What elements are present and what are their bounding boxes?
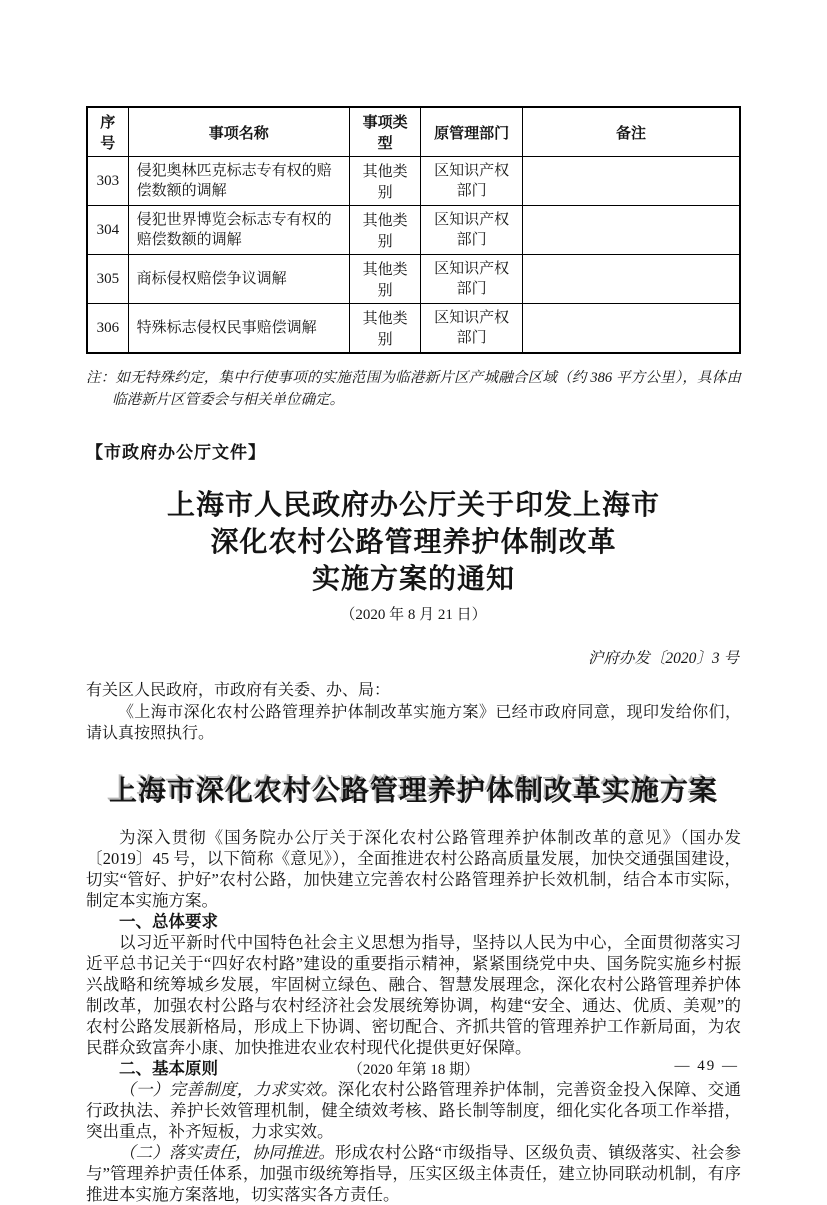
principle-item-1-body: 深化农村公路管理养护体制，完善资金投入保障、交通行政执法、养护长效管理机制，健全绩效考核、路长制等制度，细化实化各项工作举措，突出重点，补齐短板，力求实效。 bbox=[86, 1079, 742, 1141]
document-number: 沪府办发〔2020〕3 号 bbox=[587, 649, 739, 667]
issue-label: （2020 年第 18 期） bbox=[347, 1062, 480, 1078]
plan-heading: 上海市深化农村公路管理养护体制改革实施方案 bbox=[108, 775, 718, 807]
cell-no: 305 bbox=[87, 255, 128, 304]
cell-type: 其他类别 bbox=[350, 206, 421, 255]
table-row bbox=[87, 206, 740, 255]
page-footer bbox=[86, 1058, 741, 1079]
cell-name: 侵犯世界博览会标志专有权的赔偿数额的调解 bbox=[128, 206, 349, 255]
document-page bbox=[86, 0, 741, 1205]
salutation: 有关区人民政府，市政府有关委、办、局： bbox=[86, 681, 391, 699]
cell-name: 商标侵权赔偿争议调解 bbox=[128, 255, 349, 304]
cell-no: 306 bbox=[87, 304, 128, 354]
principle-item-2-lead: （二）落实责任，协同推进。 bbox=[119, 1142, 335, 1162]
cell-remark bbox=[523, 304, 740, 354]
page-number: — 49 — bbox=[674, 1058, 739, 1074]
notice-title-line-1: 上海市人民政府办公厅关于印发上海市 bbox=[166, 489, 660, 521]
cell-name: 特殊标志侵权民事赔偿调解 bbox=[128, 304, 349, 354]
cell-dept: 区知识产权部门 bbox=[421, 255, 523, 304]
table-row bbox=[87, 304, 740, 354]
notice-title-line-3: 实施方案的通知 bbox=[311, 563, 515, 595]
cell-remark bbox=[523, 206, 740, 255]
cell-type: 其他类别 bbox=[350, 255, 421, 304]
cell-no: 304 bbox=[87, 206, 128, 255]
table-header-row bbox=[87, 107, 740, 157]
cell-name: 侵犯奥林匹克标志专有权的赔偿数额的调解 bbox=[128, 157, 349, 206]
cell-remark bbox=[523, 255, 740, 304]
notice-body: 《上海市深化农村公路管理养护体制改革实施方案》已经市政府同意，现印发给你们，请认真按照执行。 bbox=[86, 703, 741, 742]
cell-type: 其他类别 bbox=[350, 304, 421, 354]
notice-title-line-2: 深化农村公路管理养护体制改革 bbox=[210, 526, 617, 558]
cell-type: 其他类别 bbox=[350, 157, 421, 206]
notice-title bbox=[86, 487, 741, 598]
cell-dept: 区知识产权部门 bbox=[421, 157, 523, 206]
header-cell-remark: 备注 bbox=[523, 107, 740, 157]
section-1-heading: 一、总体要求 bbox=[119, 911, 218, 931]
notice-date: （2020 年 8 月 21 日） bbox=[340, 606, 487, 623]
principle-item-1 bbox=[86, 1079, 741, 1142]
header-cell-no: 序号 bbox=[87, 107, 128, 157]
section-tag: 【市政府办公厅文件】 bbox=[86, 442, 266, 462]
table-row bbox=[87, 157, 740, 206]
principle-item-2-body: 形成农村公路“市级指导、区级负责、镇级落实、社会参与”管理养护责任体系，加强市级统筹指导，压实区级主体责任，建立协同联动机制，有序推进本实施方案落地，切实落实各方责任。 bbox=[86, 1142, 741, 1204]
header-cell-name: 事项名称 bbox=[128, 107, 349, 157]
header-cell-type: 事项类型 bbox=[350, 107, 421, 157]
section-2-heading: 二、基本原则 bbox=[119, 1058, 218, 1078]
matters-table bbox=[86, 106, 741, 354]
cell-remark bbox=[523, 157, 740, 206]
section-1-body: 以习近平新时代中国特色社会主义思想为指导，坚持以人民为中心，全面贯彻落实习近平总书记关于“四好农村路”建设的重要指示精神，紧紧围绕党中央、国务院实施乡村振兴战略和统筹城乡发展，牢固树立绿色、融合、智慧发展理念，深化农村公路管理养护体制改革，加强农村公路与农村经济社会发展统筹协调，构建“安全、通达、优质、美观”的农村公路发展新格局，形成上下协调、密切配合、齐抓共管的管理养护工作新局面，为农民群众致富奔小康、加快推进农业农村现代化提供更好保障。 bbox=[86, 932, 741, 1057]
plan-intro: 为深入贯彻《国务院办公厅关于深化农村公路管理养护体制改革的意见》（国办发〔2019〕45 号，以下简称《意见》），全面推进农村公路高质量发展，加快交通强国建设，切实“管好、护好”农村公路，加快建立完善农村公路管理养护长效机制，结合本市实际，制定本实施方案。 bbox=[86, 827, 741, 910]
plan-body bbox=[86, 827, 741, 1205]
cell-dept: 区知识产权部门 bbox=[421, 304, 523, 354]
cell-dept: 区知识产权部门 bbox=[421, 206, 523, 255]
principle-item-1-lead: （一）完善制度，力求实效。 bbox=[119, 1079, 338, 1099]
table-footnote: 注：如无特殊约定，集中行使事项的实施范围为临港新片区产城融合区域（约 386 平方公里），具体由临港新片区管委会与相关单位确定。 bbox=[86, 370, 741, 409]
header-cell-dept: 原管理部门 bbox=[421, 107, 523, 157]
cell-no: 303 bbox=[87, 157, 128, 206]
principle-item-2 bbox=[86, 1142, 741, 1205]
table-row bbox=[87, 255, 740, 304]
